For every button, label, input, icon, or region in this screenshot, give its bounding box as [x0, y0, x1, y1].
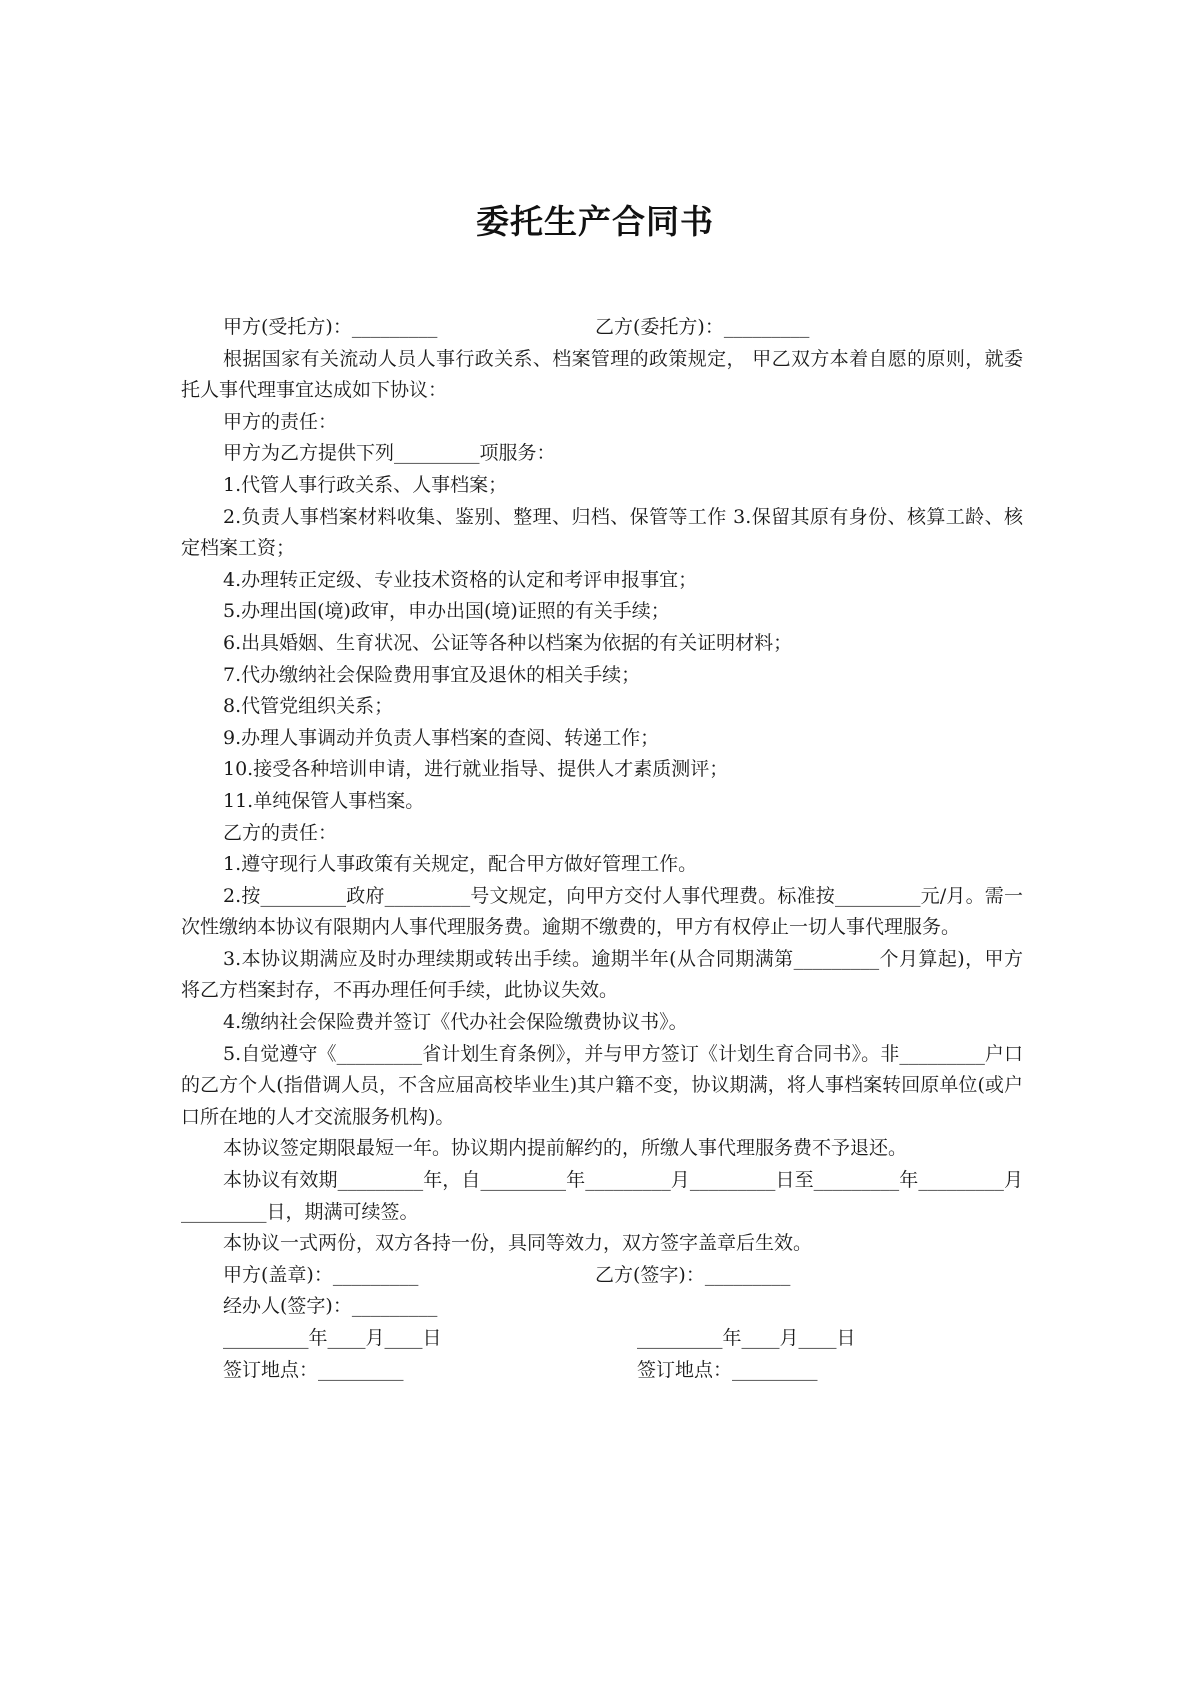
- contract-body: [181, 312, 1023, 1386]
- party-a-item: 11.单纯保管人事档案。: [223, 789, 425, 812]
- party-b-item: 5.自觉遵守《_________省计划生育条例》，并与甲方签订《计划生育合同书》。非_________户口的乙方个人(指借调人员，不含应届高校毕业生)其户籍不变，协议期满，将人事档案转回原单位(或户口所在地的人才交流服务机构)。: [181, 1042, 1023, 1128]
- party-a-item: 8.代管党组织关系；: [223, 695, 394, 718]
- party-a-heading: 甲方的责任：: [223, 410, 338, 433]
- party-b-label: 乙方(委托方)：_________: [595, 316, 810, 338]
- validity-paragraph: 本协议有效期_________年，自_________年_________月_________日至_________年_________月_________日，期满可续签。: [181, 1169, 1023, 1223]
- party-a-item: 6.出具婚姻、生育状况、公证等各种以档案为依据的有关证明材料；: [223, 631, 793, 654]
- place-row: [181, 1355, 1023, 1387]
- handler-signature: 经办人(签字)：_________: [223, 1295, 438, 1318]
- party-b-item: 3.本协议期满应及时办理续期或转出手续。逾期半年(从合同期满第_________个月算起)，甲方将乙方档案封存，不再办理任何手续，此协议失效。: [181, 947, 1023, 1002]
- party-b-signature: 乙方(签字)：_________: [595, 1263, 791, 1286]
- party-a-place: 签订地点：_________: [223, 1358, 404, 1381]
- party-b-place: 签订地点：_________: [637, 1358, 818, 1381]
- copies-paragraph: 本协议一式两份，双方各持一份，具同等效力，双方签字盖章后生效。: [223, 1232, 813, 1255]
- party-a-item: 9.办理人事调动并负责人事档案的查阅、转递工作；: [223, 726, 660, 749]
- party-b-item: 4.缴纳社会保险费并签订《代办社会保险缴费协议书》。: [223, 1011, 688, 1034]
- party-a-label: 甲方(受托方)：_________: [223, 316, 438, 338]
- party-a-item: 1.代管人事行政关系、人事档案；: [223, 473, 508, 496]
- intro-paragraph: 根据国家有关流动人员人事行政关系、档案管理的政策规定， 甲乙双方本着自愿的原则，就委托人事代理事宜达成如下协议：: [181, 347, 1023, 402]
- party-a-services-intro: 甲方为乙方提供下列_________项服务：: [223, 442, 556, 465]
- parties-line: [181, 312, 1023, 344]
- party-a-item: 4.办理转正定级、专业技术资格的认定和考评申报事宜；: [223, 568, 698, 591]
- party-a-item: 7.代办缴纳社会保险费用事宜及退休的相关手续；: [223, 663, 641, 686]
- signature-row: [181, 1260, 1023, 1292]
- party-a-seal: 甲方(盖章)：_________: [223, 1263, 419, 1286]
- document-title: 委托生产合同书: [476, 202, 714, 241]
- party-a-item: 10.接受各种培训申请，进行就业指导、提供人才素质测评；: [223, 758, 729, 781]
- date-row: [181, 1323, 1023, 1355]
- party-a-item: 2.负责人事档案材料收集、鉴别、整理、归档、保管等工作 3.保留其原有身份、核算工龄、核定档案工资；: [181, 505, 1023, 560]
- party-a-item: 5.办理出国(境)政审，申办出国(境)证照的有关手续；: [223, 600, 670, 623]
- party-a-date: _________年____月____日: [223, 1327, 442, 1349]
- party-b-date: _________年____月____日: [637, 1327, 856, 1349]
- party-b-heading: 乙方的责任：: [223, 821, 338, 844]
- party-b-item: 1.遵守现行人事政策有关规定，配合甲方做好管理工作。: [223, 853, 698, 876]
- term-minimum-paragraph: 本协议签定期限最短一年。协议期内提前解约的，所缴人事代理服务费不予退还。: [223, 1137, 908, 1160]
- party-b-item: 2.按_________政府_________号文规定，向甲方交付人事代理费。标准按_________元/月。需一次性缴纳本协议有限期内人事代理服务费。逾期不缴费的，甲方有权停止一切人事代理服务。: [181, 884, 1023, 939]
